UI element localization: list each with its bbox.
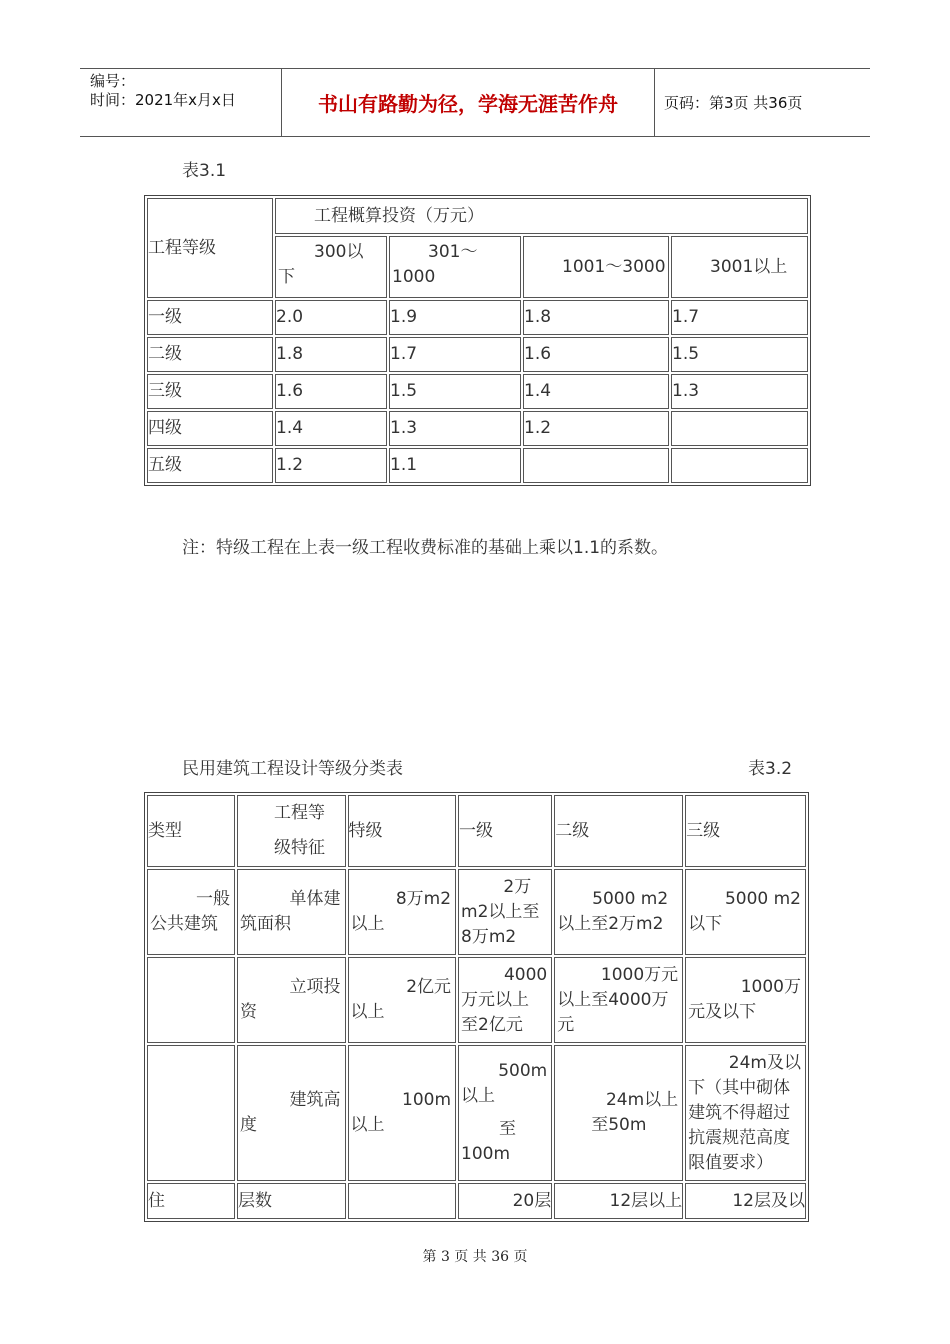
feature-text: 筑面积 <box>240 914 292 934</box>
col-header-text: 301～ <box>428 242 478 262</box>
third-text: 元及以下 <box>688 1002 757 1022</box>
first-cell <box>458 957 552 1043</box>
first-text: 至2亿元 <box>461 1014 523 1035</box>
third-cell <box>685 957 806 1043</box>
type-cell <box>147 1045 235 1181</box>
value-cell <box>671 411 808 446</box>
special-text: 以上 <box>350 914 385 934</box>
value-cell: 1.9 <box>389 300 521 335</box>
value-cell: 1.7 <box>389 337 521 372</box>
special-text: 2亿元 <box>406 977 452 997</box>
value-cell: 1.6 <box>523 337 669 372</box>
value-cell <box>671 448 808 483</box>
type-cell <box>147 869 235 955</box>
second-cell <box>554 869 683 955</box>
feature-cell: 层数 <box>237 1183 346 1219</box>
value-cell <box>523 448 669 483</box>
date-label: 时间：2021年x月x日 <box>90 91 236 109</box>
third-cell <box>685 869 806 955</box>
feature-text: 度 <box>240 1115 258 1135</box>
grade-cell: 一级 <box>147 300 273 335</box>
table1-row-header <box>147 198 273 298</box>
header-special: 特级 <box>348 795 457 867</box>
header-divider <box>654 68 655 136</box>
feature-cell <box>237 957 346 1043</box>
first-text: 至 <box>499 1119 517 1139</box>
second-cell <box>554 1045 683 1181</box>
grade-cell: 五级 <box>147 448 273 483</box>
third-cell: 12层及以 <box>685 1183 806 1219</box>
feature-text: 单体建 <box>289 889 341 909</box>
value-cell: 1.4 <box>523 374 669 409</box>
grade-cell: 四级 <box>147 411 273 446</box>
first-text: 4000 <box>503 964 548 985</box>
value-cell: 1.3 <box>671 374 808 409</box>
col-header-300 <box>275 236 387 298</box>
header-first: 一级 <box>458 795 552 867</box>
col-header-301-1000 <box>389 236 521 298</box>
col-header-text: 下 <box>278 267 295 287</box>
value-cell: 1.1 <box>389 448 521 483</box>
value-cell: 2.0 <box>275 300 387 335</box>
header-second: 二级 <box>554 795 683 867</box>
type-text: 公共建筑 <box>150 914 218 934</box>
second-text: 元 <box>557 1014 575 1035</box>
header-feature-text: 工程等 <box>274 803 326 823</box>
table1-caption: 表3.1 <box>182 161 227 181</box>
feature-cell <box>237 1045 346 1181</box>
type-text: 一般 <box>196 889 231 909</box>
col-header-text: 1000 <box>392 267 436 287</box>
first-text: 万元以上 <box>461 989 530 1010</box>
special-text: 以上 <box>350 1002 385 1022</box>
table1-note: 注：特级工程在上表一级工程收费标准的基础上乘以1.1的系数。 <box>182 538 669 558</box>
third-text: 5000 m2 <box>724 889 801 909</box>
table2-caption-number: 表3.2 <box>748 759 793 779</box>
value-cell: 1.5 <box>389 374 521 409</box>
value-cell: 1.8 <box>275 337 387 372</box>
feature-text: 立项投 <box>289 977 341 997</box>
third-text: 24m及以 <box>728 1052 801 1073</box>
fee-table <box>144 195 811 486</box>
table2-caption-title: 民用建筑工程设计等级分类表 <box>182 759 403 779</box>
col-header-text: 300以 <box>314 242 364 262</box>
third-cell <box>685 1045 806 1181</box>
design-grade-table <box>144 792 809 1222</box>
feature-text: 建筑高 <box>289 1090 341 1110</box>
second-text: 以上至4000万 <box>557 989 669 1010</box>
page-label: 页码：第3页 共36页 <box>664 94 803 112</box>
first-text: 2万 <box>503 876 532 897</box>
table1-group-header: 工程概算投资（万元） <box>275 198 808 234</box>
header-bottom-rule <box>80 136 870 137</box>
second-text: 以上至2万m2 <box>557 914 664 934</box>
first-cell: 20层 <box>458 1183 552 1219</box>
first-cell <box>458 869 552 955</box>
page-footer: 第 3 页 共 36 页 <box>422 1249 528 1265</box>
header-third: 三级 <box>685 795 806 867</box>
grade-cell: 二级 <box>147 337 273 372</box>
special-cell <box>348 1183 457 1219</box>
second-cell: 12层以上 <box>554 1183 683 1219</box>
value-cell: 1.6 <box>275 374 387 409</box>
col-header-3001: 3001以上 <box>671 236 808 298</box>
second-cell <box>554 957 683 1043</box>
first-text: 100m <box>461 1144 511 1164</box>
second-text: 1000万元 <box>600 964 679 985</box>
type-cell: 住 <box>147 1183 235 1219</box>
special-text: 100m <box>402 1090 452 1110</box>
feature-text: 资 <box>240 1002 258 1022</box>
first-cell <box>458 1045 552 1181</box>
header-feature <box>237 795 346 867</box>
third-text: 抗震规范高度 <box>688 1127 791 1148</box>
type-cell <box>147 957 235 1043</box>
first-text: 500m <box>498 1061 548 1081</box>
header-top-rule <box>80 68 870 69</box>
header-type: 类型 <box>147 795 235 867</box>
row-header-text: 工程等级 <box>148 237 216 258</box>
header-motto: 书山有路勤为径，学海无涯苦作舟 <box>318 92 618 116</box>
third-text: 建筑不得超过 <box>688 1102 791 1123</box>
value-cell: 1.4 <box>275 411 387 446</box>
value-cell: 1.2 <box>275 448 387 483</box>
third-text: 下（其中砌体 <box>688 1077 791 1098</box>
value-cell: 1.3 <box>389 411 521 446</box>
feature-cell <box>237 869 346 955</box>
first-text: 以上 <box>461 1086 496 1106</box>
special-text: 以上 <box>350 1115 385 1135</box>
third-text: 1000万 <box>740 977 801 997</box>
second-text: 至50m <box>591 1115 647 1135</box>
third-text: 限值要求） <box>688 1152 774 1173</box>
serial-label: 编号： <box>90 72 136 90</box>
third-text: 以下 <box>688 914 723 934</box>
value-cell: 1.8 <box>523 300 669 335</box>
special-cell <box>348 957 457 1043</box>
col-header-1001-3000: 1001～3000 <box>523 236 669 298</box>
grade-cell: 三级 <box>147 374 273 409</box>
value-cell: 1.7 <box>671 300 808 335</box>
special-cell <box>348 869 457 955</box>
special-cell <box>348 1045 457 1181</box>
second-text: 5000 m2 <box>592 889 669 909</box>
header-feature-text: 级特征 <box>274 838 326 858</box>
value-cell: 1.2 <box>523 411 669 446</box>
special-text: 8万m2 <box>395 889 452 909</box>
first-text: 8万m2 <box>461 926 517 947</box>
value-cell: 1.5 <box>671 337 808 372</box>
first-text: m2以上至 <box>461 901 540 922</box>
second-text: 24m以上 <box>605 1090 679 1110</box>
